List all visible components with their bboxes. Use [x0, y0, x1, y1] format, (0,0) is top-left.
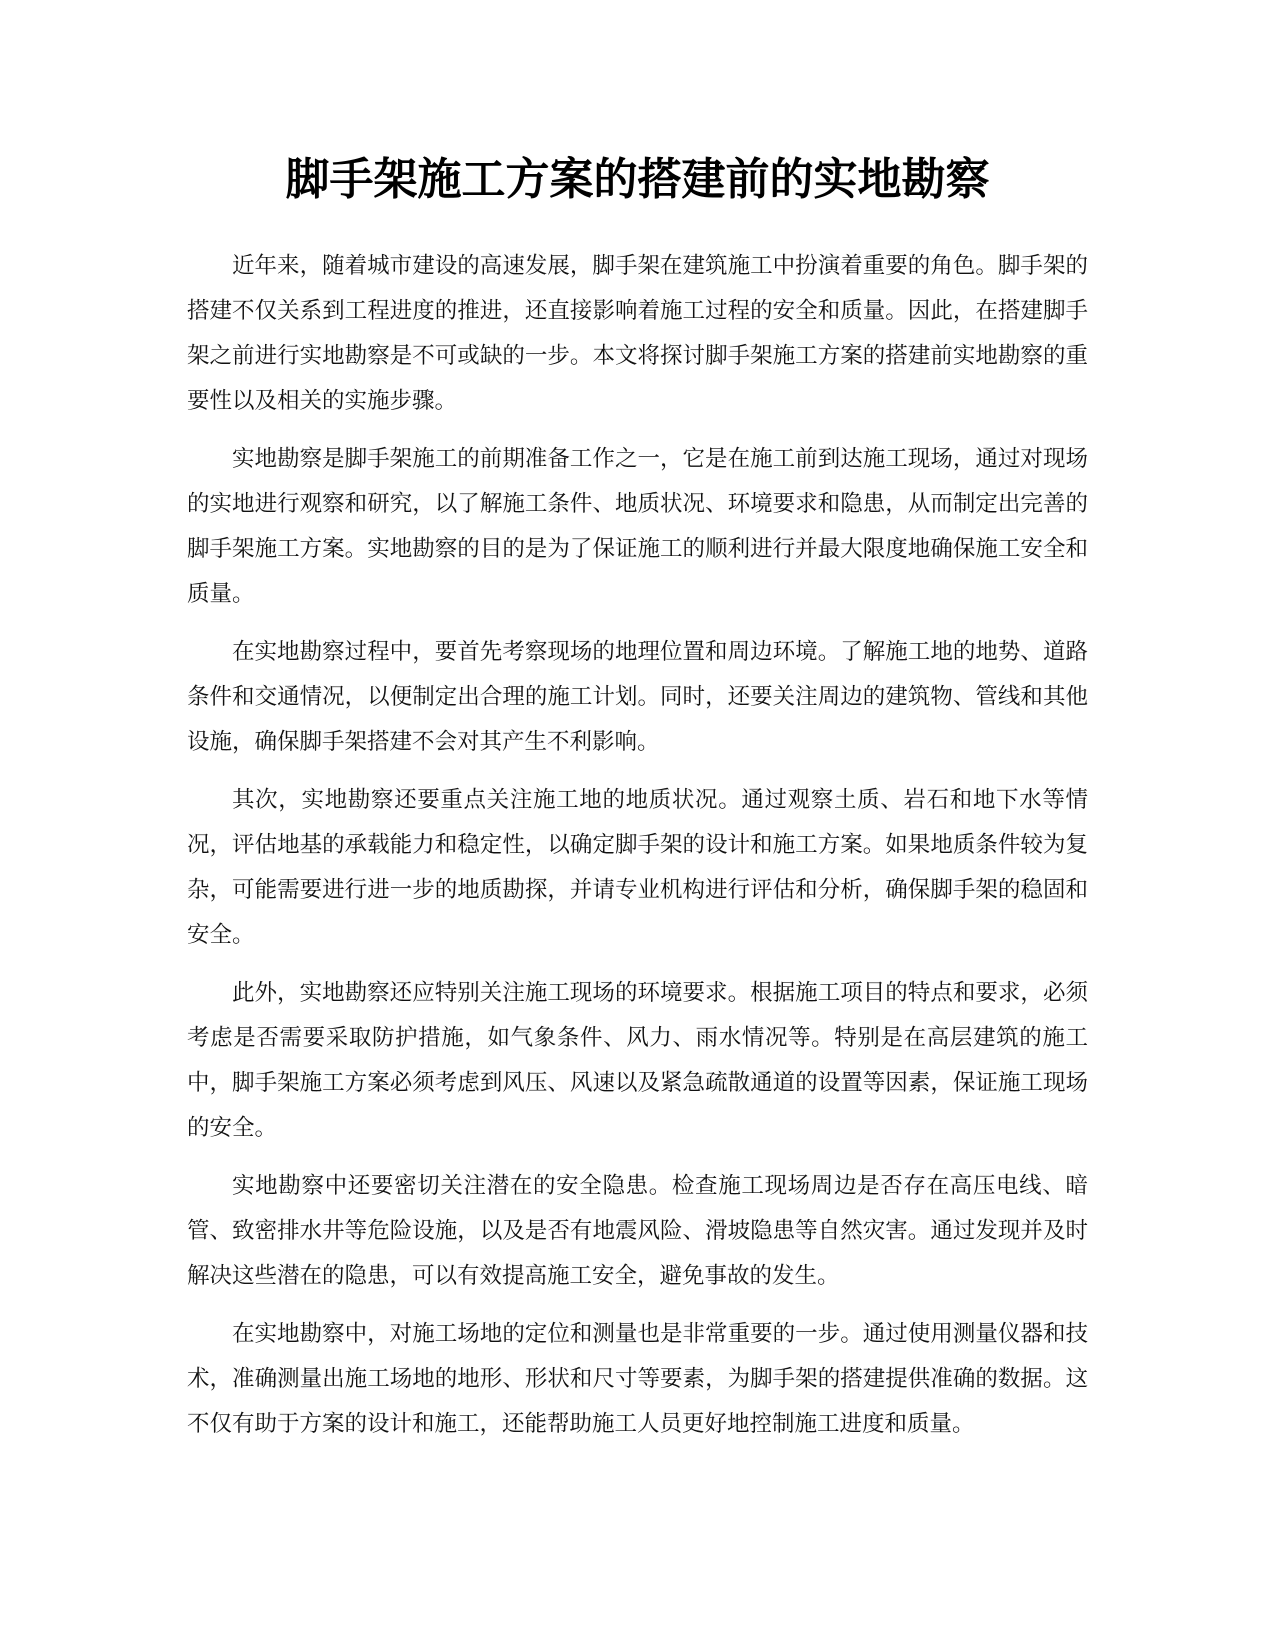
paragraph-5: 此外，实地勘察还应特别关注施工现场的环境要求。根据施工项目的特点和要求，必须考虑是否需要采取防护措施，如气象条件、风力、雨水情况等。特别是在高层建筑的施工中，脚手架施工方案必须考虑到风压、风速以及紧急疏散通道的设置等因素，保证施工现场的安全。 — [187, 980, 1088, 1141]
paragraph-4: 其次，实地勘察还要重点关注施工地的地质状况。通过观察土质、岩石和地下水等情况，评估地基的承载能力和稳定性，以确定脚手架的设计和施工方案。如果地质条件较为复杂，可能需要进行进一步的地质勘探，并请专业机构进行评估和分析，确保脚手架的稳固和安全。 — [187, 787, 1088, 948]
paragraph-2: 实地勘察是脚手架施工的前期准备工作之一，它是在施工前到达施工现场，通过对现场的实地进行观察和研究，以了解施工条件、地质状况、环境要求和隐患，从而制定出完善的脚手架施工方案。实地勘察的目的是为了保证施工的顺利进行并最大限度地确保施工安全和质量。 — [187, 446, 1088, 607]
document-body — [187, 244, 1088, 1460]
paragraph-1: 近年来，随着城市建设的高速发展，脚手架在建筑施工中扮演着重要的角色。脚手架的搭建不仅关系到工程进度的推进，还直接影响着施工过程的安全和质量。因此，在搭建脚手架之前进行实地勘察是不可或缺的一步。本文将探讨脚手架施工方案的搭建前实地勘察的重要性以及相关的实施步骤。 — [187, 253, 1088, 414]
paragraph-7: 在实地勘察中，对施工场地的定位和测量也是非常重要的一步。通过使用测量仪器和技术，准确测量出施工场地的地形、形状和尺寸等要素，为脚手架的搭建提供准确的数据。这不仅有助于方案的设计和施工，还能帮助施工人员更好地控制施工进度和质量。 — [187, 1321, 1088, 1437]
paragraph-3: 在实地勘察过程中，要首先考察现场的地理位置和周边环境。了解施工地的地势、道路条件和交通情况，以便制定出合理的施工计划。同时，还要关注周边的建筑物、管线和其他设施，确保脚手架搭建不会对其产生不利影响。 — [187, 639, 1088, 755]
paragraph-6: 实地勘察中还要密切关注潜在的安全隐患。检查施工现场周边是否存在高压电线、暗管、致密排水井等危险设施，以及是否有地震风险、滑坡隐患等自然灾害。通过发现并及时解决这些潜在的隐患，可以有效提高施工安全，避免事故的发生。 — [187, 1173, 1088, 1289]
page-title: 脚手架施工方案的搭建前的实地勘察 — [285, 154, 990, 205]
